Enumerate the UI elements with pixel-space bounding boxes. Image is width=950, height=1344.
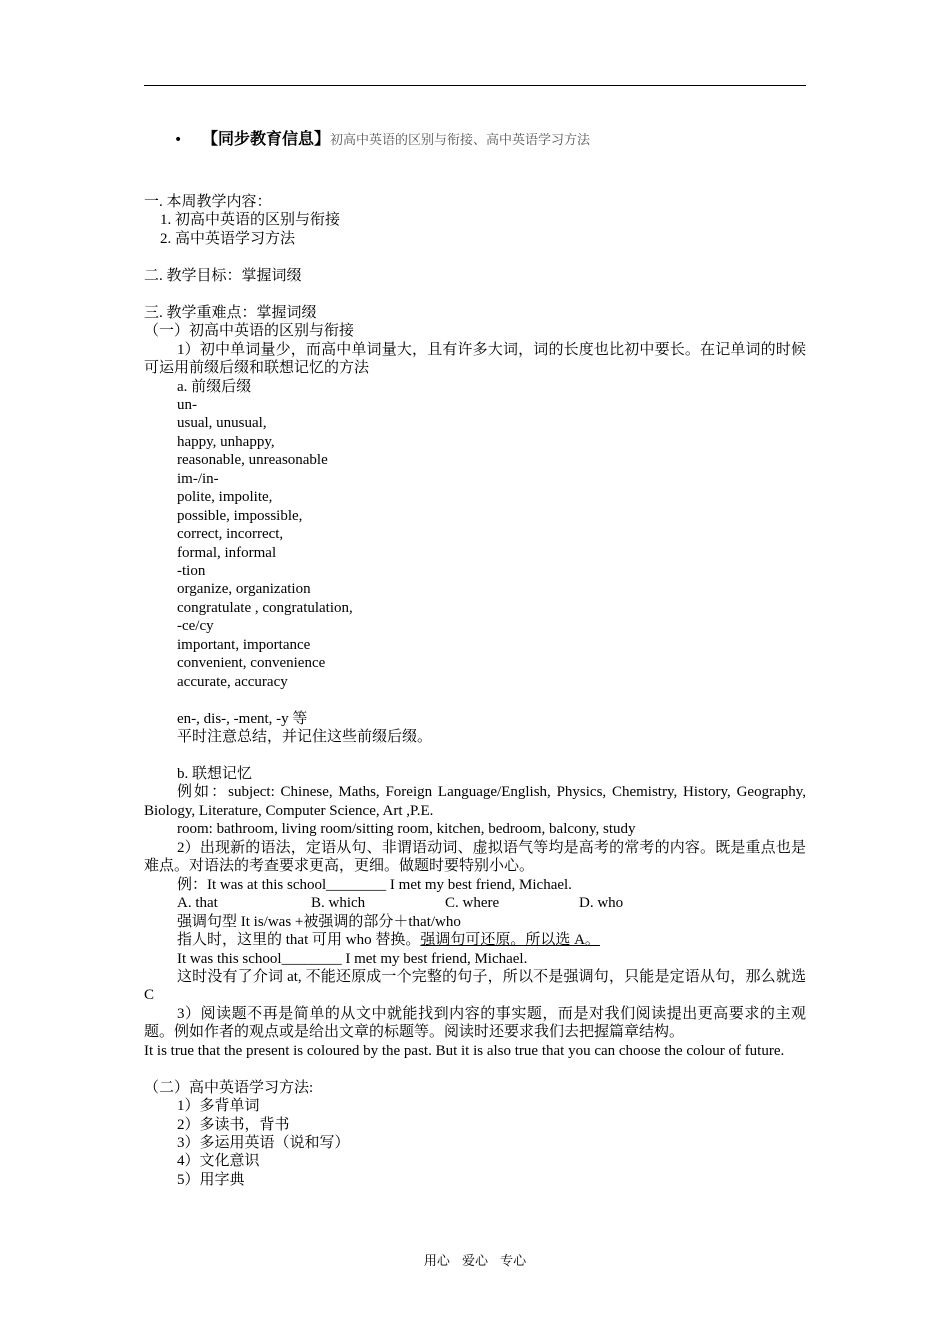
question-example: 例：It was at this school________ I met my best friend, Michael. xyxy=(177,876,572,893)
method-item: 5）用字典 xyxy=(177,1171,245,1188)
paragraph-1: 1）初中单词量少，而高中单词量大，且有许多大词，词的长度也比初中要长。在记单词的时候可运用前缀后缀和联想记忆的方法 xyxy=(144,341,806,377)
word-line: important, importance xyxy=(177,636,311,653)
option-d: D. who xyxy=(579,895,624,912)
part2-title: （二）高中英语学习方法: xyxy=(144,1079,314,1096)
section3-title: 三. 教学重难点：掌握词缀 xyxy=(144,304,317,321)
explanation-1 xyxy=(144,931,806,949)
word-line: -ce/cy xyxy=(177,618,214,635)
explanation-2: 这时没有了介词 at, 不能还原成一个完整的句子，所以不是强调句，只能是定语从句，那么就选 C xyxy=(144,968,806,1004)
word-line: accurate, accuracy xyxy=(177,673,288,690)
word-line: congratulate , congratulation, xyxy=(177,599,353,616)
word-line: organize, organization xyxy=(177,581,311,598)
word-line: -tion xyxy=(177,563,206,580)
word-line: un- xyxy=(177,396,197,413)
page-header xyxy=(174,126,814,148)
explanation-underlined: 强调句可还原。所以选 A。 xyxy=(420,932,600,949)
header-subtitle: 初高中英语的区别与衔接、高中英语学习方法 xyxy=(330,133,591,148)
word-line: correct, incorrect, xyxy=(177,526,284,543)
word-line: possible, impossible, xyxy=(177,507,303,524)
section1-title: 一. 本周教学内容： xyxy=(144,194,272,210)
word-line: polite, impolite, xyxy=(177,489,273,506)
question-2: It was this school________ I met my best friend, Michael. xyxy=(177,950,528,967)
affix-more: en-, dis-, -ment, -y 等 xyxy=(177,710,308,727)
example-room: room: bathroom, living room/sitting room, kitchen, bedroom, balcony, study xyxy=(177,821,636,838)
paragraph-2: 2）出现新的语法，定语从句、非谓语动词、虚拟语气等均是高考的常考的内容。既是重点也是难点。对语法的考查要求更高，更细。做题时要特别小心。 xyxy=(144,839,806,875)
word-line: reasonable, unreasonable xyxy=(177,452,328,469)
subsection-b-title: b. 联想记忆 xyxy=(177,765,253,782)
page-footer: 用心 爱心 专心 xyxy=(423,1254,527,1269)
option-a: A. that xyxy=(177,895,218,912)
method-item: 3）多运用英语（说和写） xyxy=(177,1135,350,1152)
explanation-plain: 指人时，这里的 that 可用 who 替换。 xyxy=(177,932,421,949)
method-item: 4）文化意识 xyxy=(177,1153,260,1170)
word-line: happy, unhappy, xyxy=(177,433,275,450)
method-item: 2）多读书，背书 xyxy=(177,1116,290,1133)
word-line: convenient, convenience xyxy=(177,655,326,672)
section2-title: 二. 教学目标：掌握词缀 xyxy=(144,267,302,284)
method-item: 1）多背单词 xyxy=(177,1098,260,1115)
quote: It is true that the present is coloured by the past. But it is also true that you can choose the colour of future. xyxy=(144,1042,785,1059)
header-rule xyxy=(144,85,806,86)
part1-title: （一）初高中英语的区别与衔接 xyxy=(144,323,355,340)
section1-item: 1. 初高中英语的区别与衔接 xyxy=(160,212,341,229)
emphasis-pattern: 强调句型 It is/was +被强调的部分＋that/who xyxy=(177,913,461,930)
option-b: B. which xyxy=(311,895,366,912)
header-bold-title: 【同步教育信息】 xyxy=(202,129,331,148)
answer-options xyxy=(144,894,806,912)
option-c: C. where xyxy=(445,895,500,912)
document-body xyxy=(144,193,806,1189)
word-line: im-/in- xyxy=(177,470,219,487)
paragraph-3: 3）阅读题不再是简单的从文中就能找到内容的事实题，而是对我们阅读提出更高要求的主观题。例如作者的观点或是给出文章的标题等。阅读时还要求我们去把握篇章结构。 xyxy=(144,1005,806,1041)
word-line: formal, informal xyxy=(177,544,277,561)
section1-item: 2. 高中英语学习方法 xyxy=(160,230,296,247)
bullet-icon: • xyxy=(174,132,183,148)
subsection-a-title: a. 前缀后缀 xyxy=(177,378,252,395)
example-subject: 例如：subject: Chinese, Maths, Foreign Language/English, Physics, Chemistry, History, Geography, Biology, Literature, Computer Science, Art ,P.E. xyxy=(144,784,806,819)
affix-note: 平时注意总结，并记住这些前缀后缀。 xyxy=(177,729,433,746)
word-line: usual, unusual, xyxy=(177,415,267,432)
